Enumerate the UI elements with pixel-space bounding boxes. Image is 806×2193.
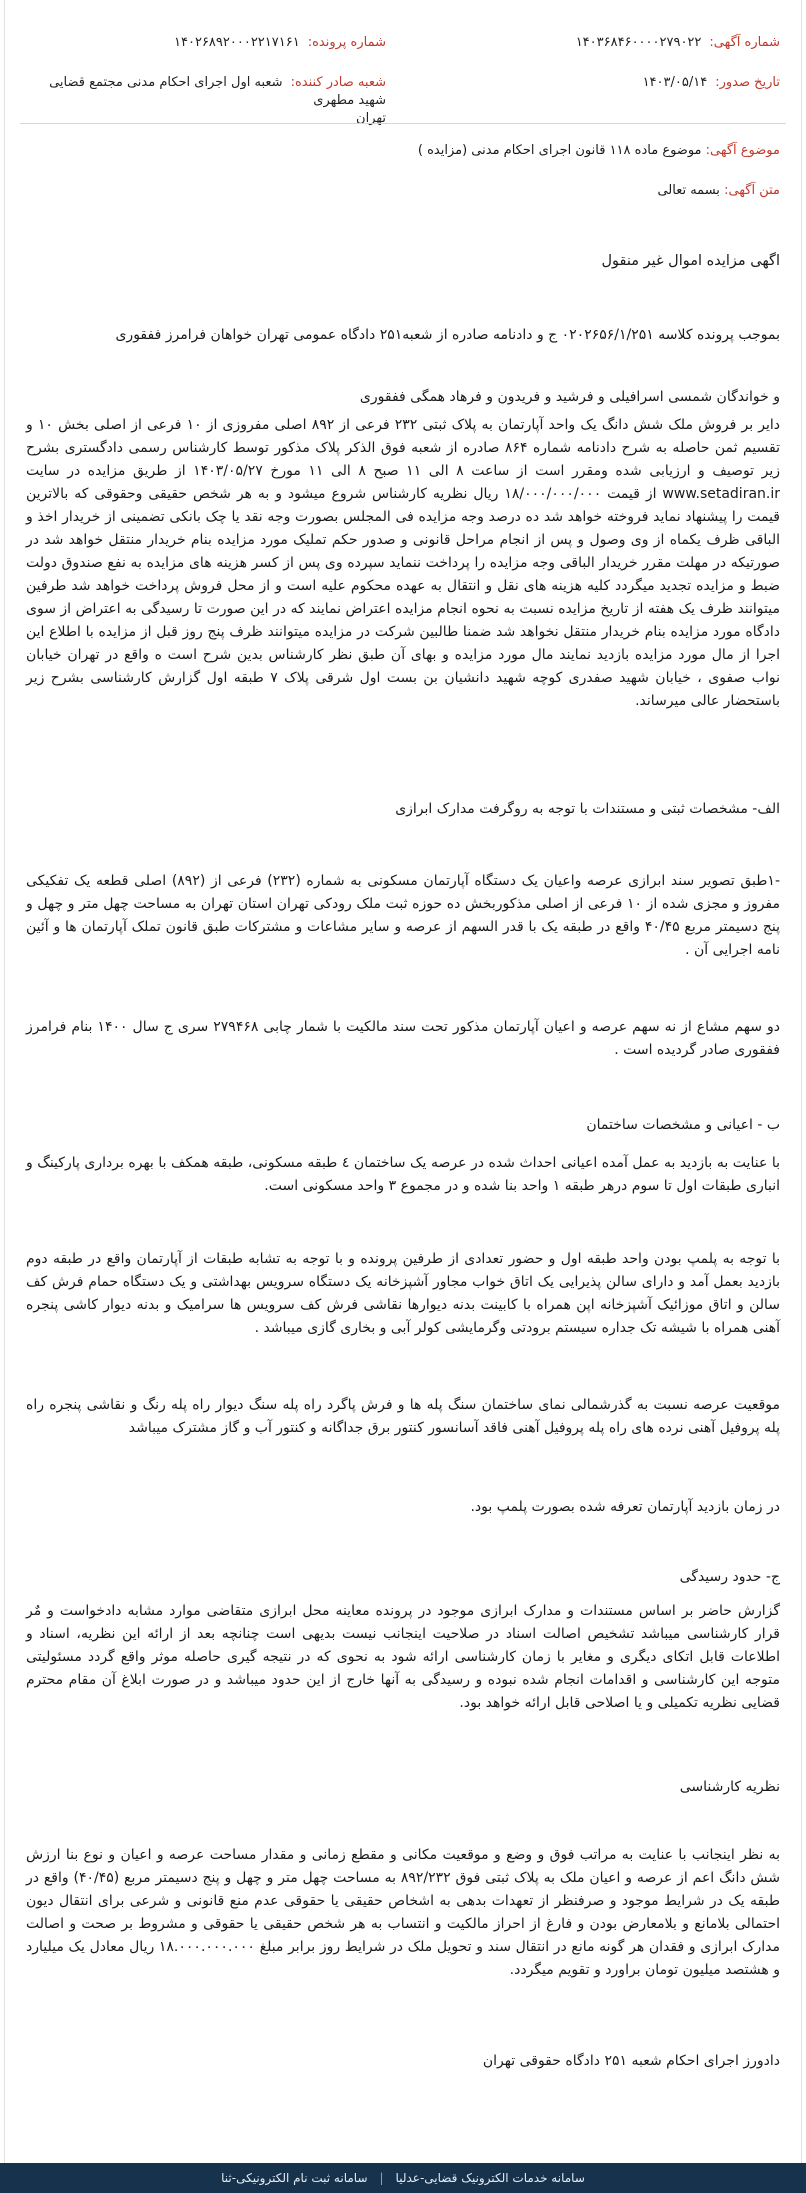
footer-link-sana[interactable]: سامانه ثبت نام الکترونیکی-ثنا <box>221 2171 368 2185</box>
section-b-paragraph-2: با توجه به پلمپ بودن واحد طبقه اول و حضور تعدادی از طرفین پرونده و با توجه به تشابه طبقات از آپارتمان واقع در طبقه دوم بازدید بعمل آمد و دارای سالن پذیرایی یک اتاق خواب مجاور آشپزخانه یک دستگاه سرویس بهداشتی و یک دستگاه حمام فرش کف سالن و اتاق موزائیک آشپزخانه اپن همراه با کابینت بدنه دیوارها نقاشی فرش کف سرویس ها سرامیک و بدنه دیوار کاشی پنجره آهنی همراه با شیشه تک جداره سیستم برودتی وگرمایشی کولر آبی و بخاری گازی میباشد . <box>26 1251 780 1336</box>
section-a-paragraph-2: دو سهم مشاع از نه سهم عرصه و اعیان آپارتمان مذکور تحت سند مالکیت با شمار چابی ۲۷۹۴۶۸ سری ج سال ۱۴۰۰ بنام فرامرز ففقوری صادر گردیده است . <box>26 1019 780 1058</box>
case-number-row <box>174 34 386 52</box>
section-b-paragraph-4: در زمان بازدید آپارتمان تعرفه شده بصورت پلمپ بود. <box>470 1499 780 1515</box>
subject-text: موضوع ماده ۱۱۸ قانون اجرای احکام مدنی (مزایده ) <box>417 143 702 158</box>
case-number-label: شماره پرونده: <box>307 35 386 50</box>
text-label: متن آگهی: <box>724 183 780 198</box>
page-right-border <box>801 0 802 2163</box>
intro-paragraph: بموجب پرونده کلاسه ۰۲۰۲۶۵۶/۱/۲۵۱ ج و دادنامه صادره از شعبه۲۵۱ دادگاه عمومی تهران خواهان فرامرز ففقوری <box>115 327 780 343</box>
subject-row <box>418 142 780 160</box>
ad-title: اگهی مزایده اموال غیر منقول <box>601 253 780 269</box>
section-b-paragraph-1: با عنایت به بازدید به عمل آمده اعیانی احداث شده در عرصه یک ساختمان ٤ طبقه مسکونی، طبقه همکف با بهره برداری پارکینگ و انباری طبقات اول تا سوم درهر طبقه ۱ واحد بنا شده و در مجموع ۳ واحد مسکونی است. <box>26 1155 780 1194</box>
issuing-branch: شعبه اول اجرای احکام مدنی مجتمع قضایی شهید مطهری <box>49 75 386 108</box>
section-a-title: الف- مشخصات ثبتی و مستندات با توجه به روگرفت مدارک ابرازی <box>395 801 780 817</box>
page-left-border <box>4 0 5 2163</box>
text-opening: بسمه تعالی <box>657 183 720 198</box>
footer-bar <box>0 2163 806 2193</box>
section-c-title: ج- حدود رسیدگی <box>679 1569 780 1585</box>
section-b-title: ب - اعیانی و مشخصات ساختمان <box>586 1117 780 1133</box>
issuing-branch-row <box>26 74 386 128</box>
issue-date: ۱۴۰۳/۰۵/۱۴ <box>642 75 708 90</box>
section-d-paragraph-1: به نظر اینجانب با عنایت به مراتب فوق و وضع و موقعیت مکانی و مقطع زمانی و مقدار مساحت عرصه و اعیان و نوع بنا ارزش شش دانگ اعم از عرصه و اعیان ملک به پلاک ثبتی فوق ۸۹۲/۲۳۲ به مساحت چهل متر و چهل و پنج دسیمتر مربع (۴۰/۴۵) واقع در طبقه یک در شرایط موجود و صرفنظر از تعهدات بدهی به اشخاص حقیقی یا حقوقی عدم منع قانونی و شرعی برای انتقال دیون احتمالی بلامانع و بلامعارض بودن و فارغ از احراز مالکیت و انتساب به هر شخص حقیقی یا حقوقی و مشروط بر صحت و اصالت مدارک ابرازی و فقدان هر گونه مانع در انتقال سند و تحویل ملک در شرایط روز برابر مبلغ ۱۸.۰۰۰.۰۰۰.۰۰۰ ریال معادل یک میلیارد و هشتصد میلیون تومان براورد و تقویم میگردد. <box>26 1847 781 1978</box>
issue-date-row <box>643 74 780 92</box>
case-number: ۱۴۰۲۶۸۹۲۰۰۰۲۲۱۷۱۶۱ <box>174 35 300 50</box>
ad-number-label: شماره آگهی: <box>709 35 780 50</box>
subject-label: موضوع آگهی: <box>705 143 780 158</box>
section-c-paragraph-1: گزارش حاضر بر اساس مستندات و مدارک ابرازی موجود در پرونده معاینه محل ابرازی متقاضی موارد مشابه دادخواست و مٌر قرار کارشناسی میباشد تشخیص اصالت اسناد در صلاحیت اینجانب نیست بدیهی است چنانچه بعد از ارائه این نظریه، اسناد و اطلاعات قابل اتکای دیگری و مغایر با زمان کارشناسی ارائه شود به نحوی که در نتیجه گیری حاصله موثر واقع گردد مسئولیتی متوجه این کارشناسی و اقدامات انجام شده نبوده و رسیدگی به آنها خارج از این حدود میباشد و در صورت ابلاغ آن مقام محترم قضایی نظریه تکمیلی و یا اصلاحی قابل ارائه خواهد بود. <box>26 1603 780 1711</box>
parties-paragraph: و خواندگان شمسی اسرافیلی و فرشید و فریدون و فرهاد همگی ففقوری <box>359 389 780 405</box>
section-a-paragraph-1: -۱طبق تصویر سند ابرازی عرصه واعیان یک دستگاه آپارتمان مسکونی به شماره (۲۳۲) فرعی از (۸۹۲) اصلی قطعه یک تفکیکی مفروز و مجزی شده از ۱۰ فرعی از اصلی مذکوربخش ده حوزه ثبت ملک رودکی تهران استان تهران به مساحت چهل متر و چهل و پنج دسیمتر مربع ۴۰/۴۵ واقع در طبقه یک با قدر السهم از عرصه و سایر مشاعات و مشترکات طبق قانون تملک آپارتمان ها و آئین نامه اجرایی آن . <box>26 873 781 958</box>
text-label-row <box>657 182 780 200</box>
section-b-paragraph-3: موقعیت عرصه نسبت به گذرشمالی نمای ساختمان سنگ پله ها و فرش پاگرد راه پله سنگ دیوار راه پله رنگ و نقاشی پنجره راه پله پروفیل آهنی نرده های راه پله پروفیل آهنی فاقد آسانسور کنتور برق جداگانه و کنتور آب و گاز مشترک میباشد <box>26 1397 780 1436</box>
issue-date-label: تاریخ صدور: <box>715 75 780 90</box>
main-paragraph: دایر بر فروش ملک شش دانگ یک واحد آپارتمان به پلاک ثبتی ۲۳۲ فرعی از ۸۹۲ اصلی مفروزی از ۱۰ فرعی از اصلی بخش ۱۰ و تقسیم ثمن حاصله به شرح دادنامه شماره ۸۶۴ صادره از شعبه فوق الذکر پلاک مذکور توسط کارشناس رسمی دادگستری بشرح زیر توصیف و ارزیابی شده ومقرر است از ساعت ۸ الی ۱۱ صبح ۸ الی ۱۱ مورخ ۱۴۰۳/۰۵/۲۷ از طریق مزایده در سایت www.setadiran.ir از قیمت ۱۸/۰۰۰/۰۰۰/۰۰۰ ریال نظریه کارشناس شروع میشود و به هر شخص حقیقی وحقوقی که بالاترین قیمت را پیشنهاد نماید فروخته خواهد شد ده درصد وجه مزایده فی المجلس بصورت وجه نقد یا چک بانکی تضمینی از خریدار اخذ و الباقی ظرف یکماه از وی وصول و پس از انجام مراحل قانونی و صدور حکم تملیک مورد مزایده بنام خریدار منتقل خواهد شد در صورتیکه در مهلت مقرر خریدار الباقی وجه مزایده را پرداخت ننماید سپرده وی پس از کسر هزینه های مزایده به نفع صندوق دولت ضبط و مزایده تجدید میگردد کلیه هزینه های نقل و انتقال به عهده محکوم علیه است و از محل فروش پرداخت خواهد شد طرفین میتوانند ظرف یک هفته از تاریخ مزایده نسبت به نحوه انجام مزایده اعتراض نمایند که در این صورت تا رسیدگی به اعتراض از سوی دادگاه مورد مزایده بنام خریدار منتقل نخواهد شد ضمنا طالبین شرکت در مزایده میتوانند ظرف پنج روز قبل از مزایده با اطلاع این اجرا از مال مورد مزایده بازدید نمایند مال مورد مزایده و بهای آن طبق نظر کارشناس بدین شرح است ه واقع در تهران خیابان نواب صفوی ، خیابان شهید صفدری کوچه شهید دانشیان بن بست اول شرقی پلاک ۷ طبقه اول گزارش کارشناسی بشرح زیر باستحضار عالی میرساند. <box>26 417 781 709</box>
footer-link-adliya[interactable]: سامانه خدمات الکترونیک قضایی-عدلیا <box>395 2171 585 2185</box>
footer-separator: | <box>379 2171 384 2185</box>
header-separator <box>20 123 786 124</box>
issuing-branch-label: شعبه صادر کننده: <box>290 75 386 90</box>
section-d-title: نظریه کارشناسی <box>679 1779 780 1795</box>
ad-number-row <box>576 34 780 52</box>
signature: دادورز اجرای احکام شعبه ۲۵۱ دادگاه حقوقی تهران <box>482 2053 780 2069</box>
issuing-branch-city: تهران <box>356 111 386 126</box>
ad-number: ۱۴۰۳۶۸۴۶۰۰۰۰۲۷۹۰۲۲ <box>575 35 702 50</box>
